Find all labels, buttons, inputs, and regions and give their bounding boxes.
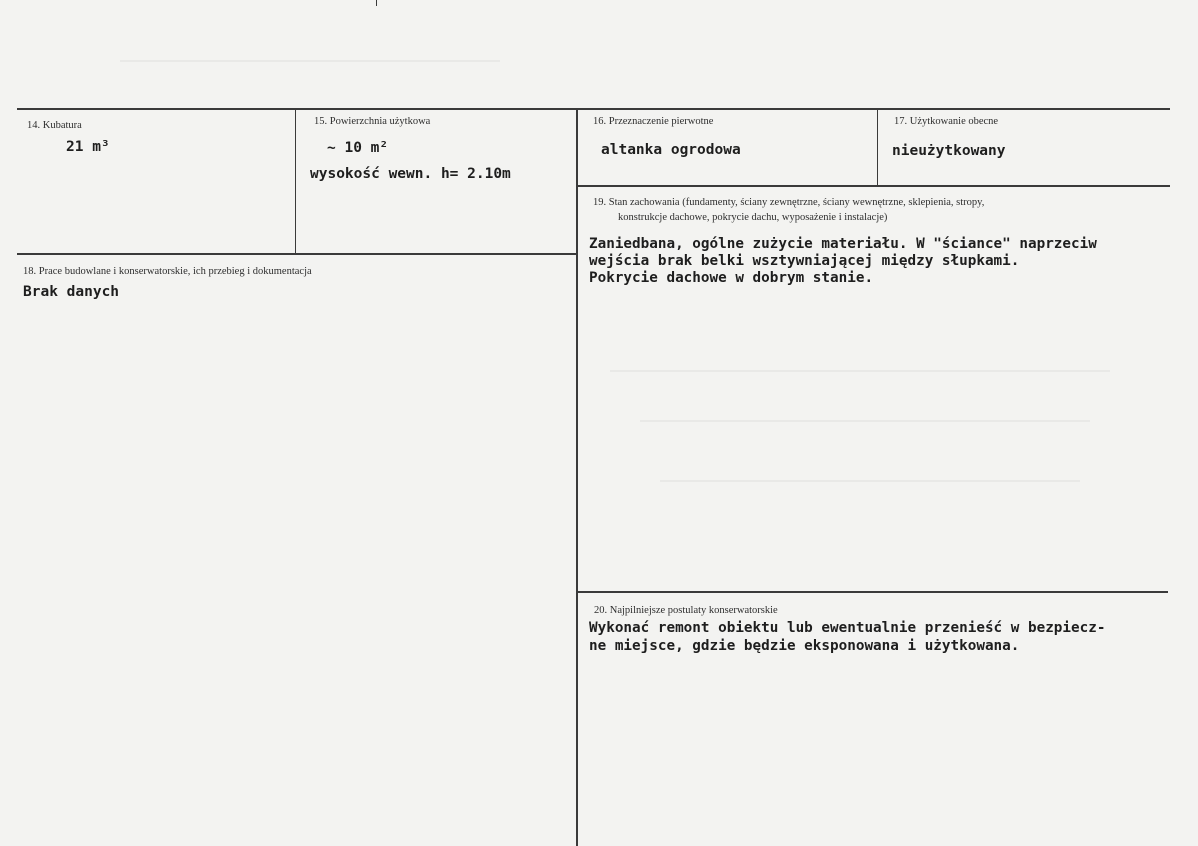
field-20-line-2: ne miejsce, gdzie będzie eksponowana i użytkowana. bbox=[589, 638, 1020, 654]
paper-texture bbox=[660, 480, 1080, 482]
top-border bbox=[17, 108, 1170, 110]
divider-left-right bbox=[576, 108, 578, 846]
field-14-label: 14. Kubatura bbox=[27, 120, 82, 131]
field-18-value: Brak danych bbox=[23, 284, 120, 300]
field-14-value: 21 m³ bbox=[66, 139, 110, 155]
paper-texture bbox=[120, 60, 500, 62]
field-15-height: wysokość wewn. h= 2.10m bbox=[310, 166, 511, 182]
divider-f16-f17 bbox=[877, 108, 878, 186]
field-16-label: 16. Przeznaczenie pierwotne bbox=[593, 116, 714, 127]
divider-f14-f15 bbox=[295, 108, 296, 254]
field-19-line-1: Zaniedbana, ogólne zużycie materiału. W "ściance" naprzeciw bbox=[589, 236, 1097, 252]
field-16-value: altanka ogrodowa bbox=[601, 142, 741, 158]
field-15-label: 15. Powierzchnia użytkowa bbox=[314, 116, 431, 127]
field-19-label: 19. Stan zachowania (fundamenty, ściany zewnętrzne, ściany wewnętrzne, sklepienia, stropy, bbox=[593, 197, 985, 208]
paper-texture bbox=[640, 420, 1090, 422]
field-19-label-cont: konstrukcje dachowe, pokrycie dachu, wyposażenie i instalacje) bbox=[618, 212, 888, 223]
field-17-label: 17. Użytkowanie obecne bbox=[894, 116, 999, 127]
field-20-label: 20. Najpilniejsze postulaty konserwatorskie bbox=[594, 605, 778, 616]
divider-f19-f20 bbox=[576, 591, 1168, 593]
divider-row1-f19 bbox=[576, 185, 1170, 187]
divider-row1-f18 bbox=[17, 253, 577, 255]
field-19-line-2: wejścia brak belki wsztywniającej między słupkami. bbox=[589, 253, 1020, 269]
field-18-label: 18. Prace budowlane i konserwatorskie, ich przebieg i dokumentacja bbox=[23, 266, 312, 277]
top-tick bbox=[376, 0, 377, 6]
paper-texture bbox=[610, 370, 1110, 372]
field-19-line-3: Pokrycie dachowe w dobrym stanie. bbox=[589, 270, 874, 286]
field-15-value: ~ 10 m² bbox=[327, 140, 389, 156]
field-20-line-1: Wykonać remont obiektu lub ewentualnie przenieść w bezpiecz- bbox=[589, 620, 1106, 636]
field-17-value: nieużytkowany bbox=[892, 143, 1006, 159]
